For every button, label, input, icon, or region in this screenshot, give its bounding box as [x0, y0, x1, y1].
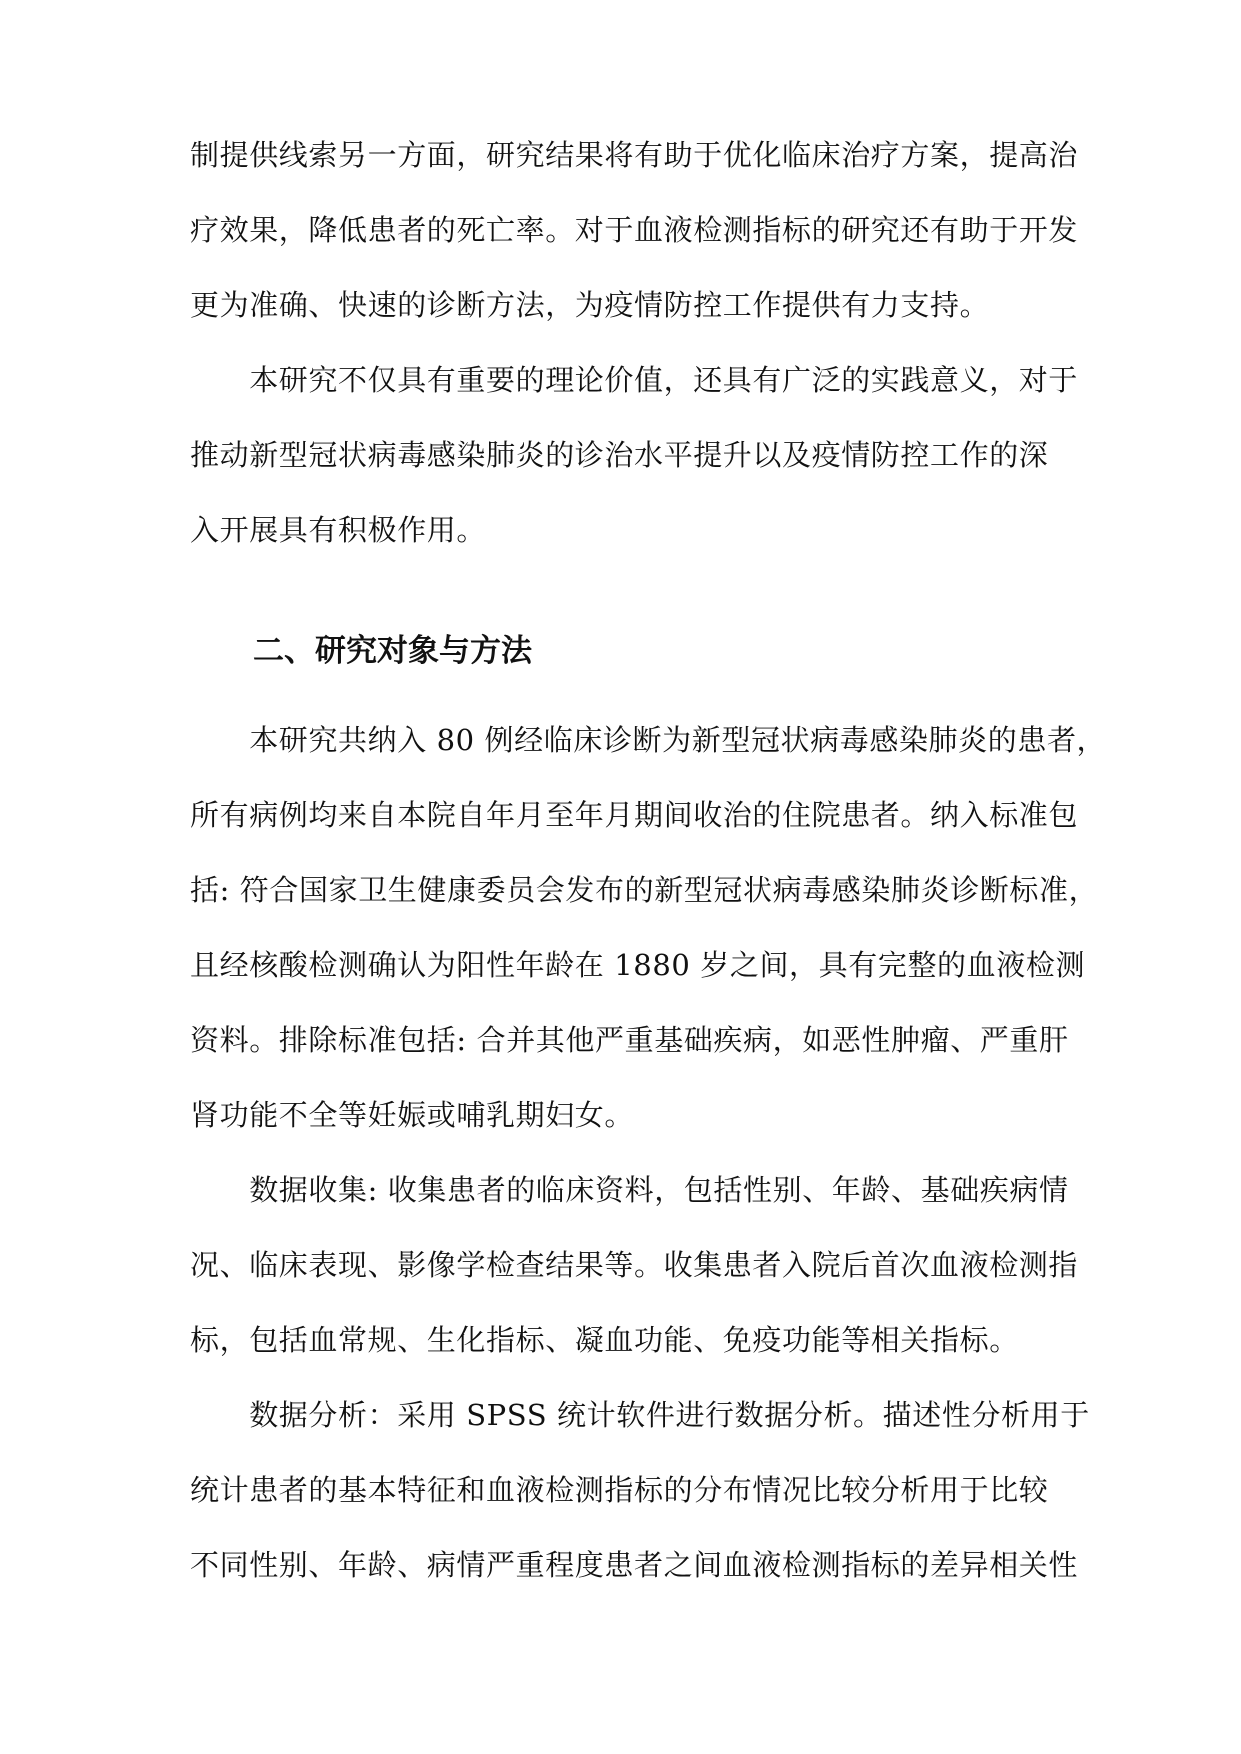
paragraph-line: 括: 符合国家卫生健康委员会发布的新型冠状病毒感染肺炎诊断标准，	[190, 873, 1099, 907]
paragraph-line: 不同性别、年龄、病情严重程度患者之间血液检测指标的差异相关性	[190, 1548, 1079, 1582]
paragraph-line: 疗效果，降低患者的死亡率。对于血液检测指标的研究还有助于开发	[190, 213, 1079, 247]
paragraph-line: 标，包括血常规、生化指标、凝血功能、免疫功能等相关指标。	[190, 1323, 1019, 1357]
paragraph-line: 统计患者的基本特征和血液检测指标的分布情况比较分析用于比较	[190, 1473, 1049, 1507]
paragraph-line: 数据收集: 收集患者的临床资料，包括性别、年龄、基础疾病情	[190, 1173, 1069, 1207]
paragraph-line: 推动新型冠状病毒感染肺炎的诊治水平提升以及疫情防控工作的深	[190, 438, 1049, 472]
paragraph-line: 本研究共纳入 80 例经临床诊断为新型冠状病毒感染肺炎的患者，	[190, 723, 1107, 757]
paragraph-line: 更为准确、快速的诊断方法，为疫情防控工作提供有力支持。	[190, 288, 990, 322]
paragraph-line: 数据分析：采用 SPSS 统计软件进行数据分析。描述性分析用于	[190, 1398, 1090, 1432]
paragraph-line: 本研究不仅具有重要的理论价值，还具有广泛的实践意义，对于	[190, 363, 1079, 397]
paragraph-line: 所有病例均来自本院自年月至年月期间收治的住院患者。纳入标准包	[190, 798, 1079, 832]
paragraph-line: 资料。排除标准包括: 合并其他严重基础疾病，如恶性肿瘤、严重肝	[190, 1023, 1069, 1057]
paragraph-line: 况、临床表现、影像学检查结果等。收集患者入院后首次血液检测指	[190, 1248, 1079, 1282]
paragraph-line: 且经核酸检测确认为阳性年龄在 1880 岁之间，具有完整的血液检测	[190, 948, 1086, 982]
paragraph-line: 肾功能不全等妊娠或哺乳期妇女。	[190, 1098, 635, 1132]
paragraph-line: 制提供线索另一方面，研究结果将有助于优化临床治疗方案，提高治	[190, 138, 1079, 172]
paragraph-line: 入开展具有积极作用。	[190, 513, 487, 547]
section-heading: 二、研究对象与方法	[253, 633, 532, 669]
